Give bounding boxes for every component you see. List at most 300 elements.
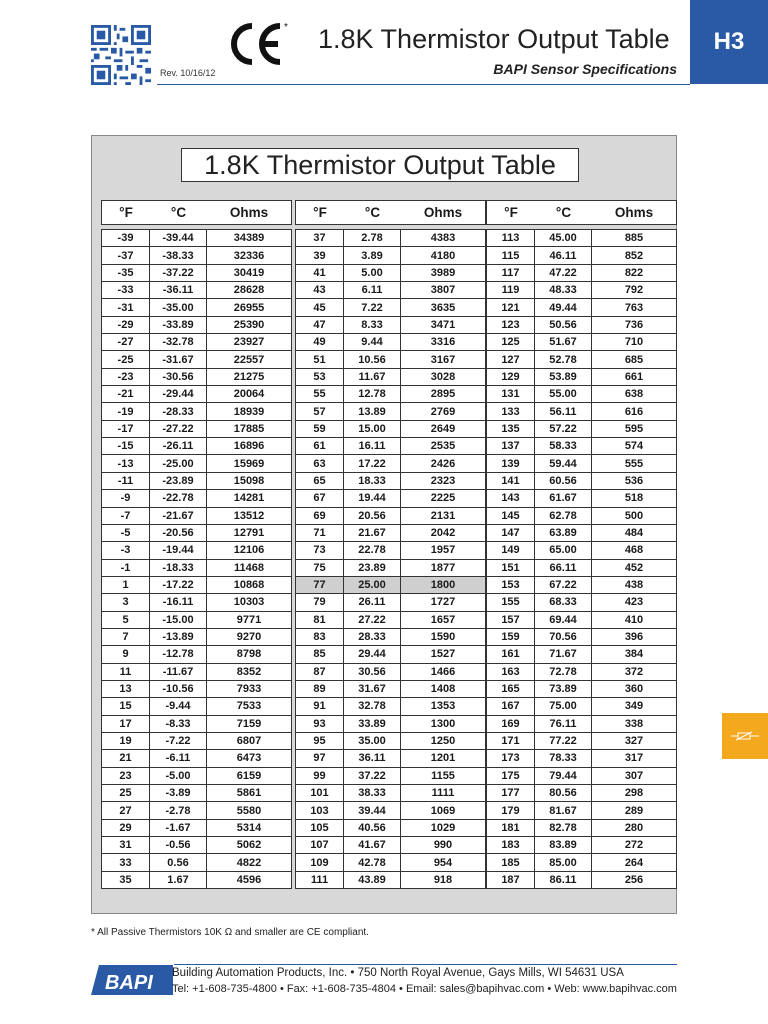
ohms-cell: 3989	[430, 266, 456, 279]
fahrenheit-cell: -5	[102, 525, 150, 541]
ohms-cell: 3028	[430, 370, 456, 383]
fahrenheit-cell: 5	[102, 612, 150, 628]
fahrenheit-cell: 3	[102, 594, 150, 610]
fahrenheit-cell: -1	[102, 560, 150, 576]
fahrenheit-cell: 55	[296, 386, 344, 402]
celsius-cell: 56.11	[535, 403, 592, 419]
ohms-cell: 5580	[236, 804, 262, 817]
fahrenheit-cell: 127	[487, 351, 535, 367]
ohms-cell: 17885	[233, 422, 265, 435]
celsius-cell: 57.22	[535, 421, 592, 437]
ohms-cell: 5314	[236, 821, 262, 834]
fahrenheit-cell: 159	[487, 629, 535, 645]
table-row	[487, 577, 676, 594]
fahrenheit-cell: 157	[487, 612, 535, 628]
ohms-cell: 23927	[233, 336, 265, 349]
ohms-cell: 15969	[233, 457, 265, 470]
fahrenheit-cell: 73	[296, 542, 344, 558]
table-header	[101, 200, 292, 225]
fahrenheit-cell: 27	[102, 802, 150, 818]
table-row	[296, 698, 485, 715]
celsius-cell: 71.67	[535, 646, 592, 662]
table-row	[296, 230, 485, 247]
fahrenheit-cell: 75	[296, 560, 344, 576]
fahrenheit-cell: -11	[102, 473, 150, 489]
celsius-cell: 29.44	[344, 646, 401, 662]
table-row	[296, 750, 485, 767]
ohms-cell: 885	[624, 232, 644, 245]
celsius-cell: 72.78	[535, 664, 592, 680]
table-row	[487, 646, 676, 663]
celsius-cell: -12.78	[150, 646, 207, 662]
ohms-cell: 3316	[430, 336, 456, 349]
ohms-cell: 1727	[430, 596, 456, 609]
table-row	[487, 698, 676, 715]
table-row	[487, 750, 676, 767]
fahrenheit-cell: 149	[487, 542, 535, 558]
side-index-tab[interactable]	[722, 713, 768, 759]
ohms-cell: 1877	[430, 561, 456, 574]
celsius-cell: 31.67	[344, 681, 401, 697]
fahrenheit-cell: -37	[102, 247, 150, 263]
fahrenheit-cell: 161	[487, 646, 535, 662]
table-row	[102, 664, 291, 681]
celsius-cell: -0.56	[150, 837, 207, 853]
fahrenheit-cell: 91	[296, 698, 344, 714]
ohms-cell: 34389	[233, 232, 265, 245]
fahrenheit-cell: -29	[102, 317, 150, 333]
fahrenheit-cell: 85	[296, 646, 344, 662]
ohms-cell: 349	[624, 700, 644, 713]
celsius-cell: -35.00	[150, 299, 207, 315]
footnote: * All Passive Thermistors 10K Ω and smaller are CE compliant.	[91, 927, 369, 938]
fahrenheit-cell: 61	[296, 438, 344, 454]
table-row	[102, 438, 291, 455]
table-row	[102, 369, 291, 386]
ohms-cell: 280	[624, 821, 644, 834]
ohms-cell: 26955	[233, 301, 265, 314]
ohms-cell: 22557	[233, 353, 265, 366]
fahrenheit-cell: 29	[102, 820, 150, 836]
celsius-cell: -33.89	[150, 317, 207, 333]
celsius-cell: 38.33	[344, 785, 401, 801]
table-row	[102, 386, 291, 403]
celsius-cell: 5.00	[344, 265, 401, 281]
fahrenheit-cell: 111	[296, 872, 344, 888]
table-row	[102, 334, 291, 351]
celsius-cell: 3.89	[344, 247, 401, 263]
celsius-cell: 6.11	[344, 282, 401, 298]
ohms-cell: 30419	[233, 266, 265, 279]
ohms-cell: 484	[624, 527, 644, 540]
fahrenheit-cell: 41	[296, 265, 344, 281]
table-row	[487, 768, 676, 785]
celsius-cell: -9.44	[150, 698, 207, 714]
ohms-cell: 1250	[430, 735, 456, 748]
ohms-cell: 13512	[233, 509, 265, 522]
column-header: °C	[555, 205, 572, 220]
fahrenheit-cell: 107	[296, 837, 344, 853]
ohms-cell: 15098	[233, 474, 265, 487]
ohms-cell: 2323	[430, 474, 456, 487]
celsius-cell: -39.44	[150, 230, 207, 246]
ohms-cell: 307	[624, 769, 644, 782]
table-row	[487, 872, 676, 889]
fahrenheit-cell: 167	[487, 698, 535, 714]
celsius-cell: 21.67	[344, 525, 401, 541]
fahrenheit-cell: 175	[487, 768, 535, 784]
ohms-cell: 2042	[430, 527, 456, 540]
celsius-cell: -15.00	[150, 612, 207, 628]
table-body	[295, 229, 486, 889]
celsius-cell: 35.00	[344, 733, 401, 749]
fahrenheit-cell: 95	[296, 733, 344, 749]
table-row	[296, 854, 485, 871]
table-row	[102, 560, 291, 577]
celsius-cell: 52.78	[535, 351, 592, 367]
fahrenheit-cell: -19	[102, 403, 150, 419]
fahrenheit-cell: 105	[296, 820, 344, 836]
fahrenheit-cell: 51	[296, 351, 344, 367]
fahrenheit-cell: 35	[102, 872, 150, 888]
celsius-cell: 86.11	[535, 872, 592, 888]
fahrenheit-cell: 89	[296, 681, 344, 697]
fahrenheit-cell: 79	[296, 594, 344, 610]
celsius-cell: 0.56	[150, 854, 207, 870]
ohms-cell: 918	[433, 873, 453, 886]
celsius-cell: 41.67	[344, 837, 401, 853]
celsius-cell: 40.56	[344, 820, 401, 836]
table-row	[487, 230, 676, 247]
table-row	[102, 351, 291, 368]
fahrenheit-cell: -15	[102, 438, 150, 454]
column-header: °C	[170, 205, 187, 220]
column-header: Ohms	[614, 205, 654, 220]
ohms-cell: 2649	[430, 422, 456, 435]
ohms-cell: 822	[624, 266, 644, 279]
table-row	[102, 802, 291, 819]
ohms-cell: 289	[624, 804, 644, 817]
table-row	[102, 681, 291, 698]
table-row	[487, 629, 676, 646]
table-row	[487, 785, 676, 802]
fahrenheit-cell: -33	[102, 282, 150, 298]
table-row	[487, 560, 676, 577]
table-row	[102, 317, 291, 334]
ohms-cell: 12791	[233, 527, 265, 540]
fahrenheit-cell: 117	[487, 265, 535, 281]
celsius-cell: -13.89	[150, 629, 207, 645]
table-row	[296, 716, 485, 733]
ohms-cell: 327	[624, 735, 644, 748]
svg-text:BAPI: BAPI	[105, 972, 153, 994]
revision-date: Rev. 10/16/12	[160, 68, 216, 78]
fahrenheit-cell: 33	[102, 854, 150, 870]
ohms-cell: 438	[624, 579, 644, 592]
table-row	[487, 837, 676, 854]
fahrenheit-cell: 135	[487, 421, 535, 437]
qr-code-icon	[91, 25, 151, 85]
celsius-cell: 48.33	[535, 282, 592, 298]
celsius-cell: 76.11	[535, 716, 592, 732]
ohms-cell: 1957	[430, 544, 456, 557]
fahrenheit-cell: -17	[102, 421, 150, 437]
table-row	[102, 230, 291, 247]
ohms-cell: 6807	[236, 735, 262, 748]
celsius-cell: 15.00	[344, 421, 401, 437]
table-row	[296, 334, 485, 351]
celsius-cell: 39.44	[344, 802, 401, 818]
fahrenheit-cell: 19	[102, 733, 150, 749]
celsius-cell: 17.22	[344, 455, 401, 471]
ohms-cell: 2426	[430, 457, 456, 470]
celsius-cell: 75.00	[535, 698, 592, 714]
table-row	[487, 247, 676, 264]
table-column-2	[295, 200, 486, 889]
fahrenheit-cell: 45	[296, 299, 344, 315]
celsius-cell: 67.22	[535, 577, 592, 593]
column-header: °F	[504, 205, 518, 220]
celsius-cell: -16.11	[150, 594, 207, 610]
fahrenheit-cell: 59	[296, 421, 344, 437]
table-row	[102, 299, 291, 316]
table-column-3	[486, 200, 677, 889]
fahrenheit-cell: 181	[487, 820, 535, 836]
ohms-cell: 7533	[236, 700, 262, 713]
ohms-cell: 1029	[430, 821, 456, 834]
celsius-cell: 2.78	[344, 230, 401, 246]
celsius-cell: 1.67	[150, 872, 207, 888]
celsius-cell: 82.78	[535, 820, 592, 836]
ohms-cell: 7159	[236, 717, 262, 730]
celsius-cell: 70.56	[535, 629, 592, 645]
fahrenheit-cell: -21	[102, 386, 150, 402]
column-header: °C	[364, 205, 381, 220]
ohms-cell: 1590	[430, 631, 456, 644]
section-tab[interactable]: H3	[690, 0, 768, 84]
fahrenheit-cell: 11	[102, 664, 150, 680]
fahrenheit-cell: 63	[296, 455, 344, 471]
celsius-cell: 47.22	[535, 265, 592, 281]
celsius-cell: 37.22	[344, 768, 401, 784]
table-row	[296, 768, 485, 785]
fahrenheit-cell: 183	[487, 837, 535, 853]
fahrenheit-cell: 1	[102, 577, 150, 593]
fahrenheit-cell: 17	[102, 716, 150, 732]
fahrenheit-cell: 129	[487, 369, 535, 385]
celsius-cell: -36.11	[150, 282, 207, 298]
celsius-cell: -23.89	[150, 473, 207, 489]
column-header: °F	[119, 205, 133, 220]
fahrenheit-cell: 187	[487, 872, 535, 888]
table-row	[487, 386, 676, 403]
celsius-cell: 69.44	[535, 612, 592, 628]
fahrenheit-cell: 163	[487, 664, 535, 680]
ohms-cell: 1111	[431, 787, 455, 800]
table-row	[102, 265, 291, 282]
celsius-cell: 8.33	[344, 317, 401, 333]
fahrenheit-cell: -31	[102, 299, 150, 315]
celsius-cell: -27.22	[150, 421, 207, 437]
table-row	[487, 854, 676, 871]
fahrenheit-cell: 93	[296, 716, 344, 732]
ohms-cell: 264	[624, 856, 644, 869]
table-row	[296, 317, 485, 334]
table-header	[486, 200, 677, 225]
fahrenheit-cell: 9	[102, 646, 150, 662]
fahrenheit-cell: -9	[102, 490, 150, 506]
fahrenheit-cell: 15	[102, 698, 150, 714]
ohms-cell: 3635	[430, 301, 456, 314]
ohms-cell: 14281	[233, 492, 265, 505]
celsius-cell: 60.56	[535, 473, 592, 489]
table-title: 1.8K Thermistor Output Table	[181, 148, 579, 182]
table-row	[296, 646, 485, 663]
table-row	[296, 820, 485, 837]
fahrenheit-cell: 65	[296, 473, 344, 489]
fahrenheit-cell: 49	[296, 334, 344, 350]
celsius-cell: 10.56	[344, 351, 401, 367]
fahrenheit-cell: 147	[487, 525, 535, 541]
fahrenheit-cell: 67	[296, 490, 344, 506]
fahrenheit-cell: 123	[487, 317, 535, 333]
celsius-cell: 81.67	[535, 802, 592, 818]
fahrenheit-cell: -35	[102, 265, 150, 281]
ohms-cell: 1466	[430, 665, 456, 678]
celsius-cell: 26.11	[344, 594, 401, 610]
ohms-cell: 595	[624, 422, 644, 435]
ohms-cell: 16896	[233, 440, 265, 453]
celsius-cell: 78.33	[535, 750, 592, 766]
celsius-cell: 73.89	[535, 681, 592, 697]
ohms-cell: 372	[624, 665, 644, 678]
fahrenheit-cell: 25	[102, 785, 150, 801]
ohms-cell: 272	[624, 839, 644, 852]
fahrenheit-cell: 57	[296, 403, 344, 419]
celsius-cell: -26.11	[150, 438, 207, 454]
table-row	[487, 542, 676, 559]
celsius-cell: 20.56	[344, 508, 401, 524]
celsius-cell: 28.33	[344, 629, 401, 645]
table-row	[102, 837, 291, 854]
fahrenheit-cell: 83	[296, 629, 344, 645]
celsius-cell: -2.78	[150, 802, 207, 818]
table-row	[487, 802, 676, 819]
ohms-cell: 4596	[236, 873, 262, 886]
fahrenheit-cell: -13	[102, 455, 150, 471]
table-row	[102, 525, 291, 542]
fahrenheit-cell: 23	[102, 768, 150, 784]
celsius-cell: 36.11	[344, 750, 401, 766]
table-row	[296, 629, 485, 646]
table-row	[296, 386, 485, 403]
celsius-cell: -31.67	[150, 351, 207, 367]
ohms-cell: 4383	[430, 232, 456, 245]
celsius-cell: -25.00	[150, 455, 207, 471]
celsius-cell: 27.22	[344, 612, 401, 628]
celsius-cell: 66.11	[535, 560, 592, 576]
celsius-cell: -37.22	[150, 265, 207, 281]
table-row	[487, 820, 676, 837]
fahrenheit-cell: 155	[487, 594, 535, 610]
table-row	[102, 733, 291, 750]
table-row	[487, 473, 676, 490]
ohms-cell: 6473	[236, 752, 262, 765]
celsius-cell: 11.67	[344, 369, 401, 385]
ohms-cell: 518	[624, 492, 644, 505]
ohms-cell: 736	[624, 318, 644, 331]
fahrenheit-cell: 145	[487, 508, 535, 524]
celsius-cell: -11.67	[150, 664, 207, 680]
fahrenheit-cell: -3	[102, 542, 150, 558]
table-row	[102, 282, 291, 299]
celsius-cell: 23.89	[344, 560, 401, 576]
ohms-cell: 2769	[430, 405, 456, 418]
celsius-cell: 45.00	[535, 230, 592, 246]
celsius-cell: 51.67	[535, 334, 592, 350]
celsius-cell: -6.11	[150, 750, 207, 766]
fahrenheit-cell: 53	[296, 369, 344, 385]
table-row	[296, 525, 485, 542]
table-row	[487, 334, 676, 351]
celsius-cell: -18.33	[150, 560, 207, 576]
table-row	[487, 403, 676, 420]
celsius-cell: 19.44	[344, 490, 401, 506]
ohms-cell: 4180	[430, 249, 456, 262]
ohms-cell: 555	[624, 457, 644, 470]
celsius-cell: -28.33	[150, 403, 207, 419]
table-row	[296, 802, 485, 819]
fahrenheit-cell: 69	[296, 508, 344, 524]
table-row	[102, 629, 291, 646]
table-row	[296, 473, 485, 490]
celsius-cell: 13.89	[344, 403, 401, 419]
table-row	[296, 872, 485, 889]
table-row	[296, 542, 485, 559]
celsius-cell: 12.78	[344, 386, 401, 402]
ohms-cell: 616	[624, 405, 644, 418]
fahrenheit-cell: 173	[487, 750, 535, 766]
company-address: Building Automation Products, Inc. • 750 North Royal Avenue, Gays Mills, WI 54631 USA	[172, 967, 624, 979]
celsius-cell: -3.89	[150, 785, 207, 801]
table-row	[102, 455, 291, 472]
table-row	[102, 612, 291, 629]
celsius-cell: -38.33	[150, 247, 207, 263]
fahrenheit-cell: 7	[102, 629, 150, 645]
fahrenheit-cell: 71	[296, 525, 344, 541]
fahrenheit-cell: 115	[487, 247, 535, 263]
celsius-cell: 61.67	[535, 490, 592, 506]
celsius-cell: 18.33	[344, 473, 401, 489]
celsius-cell: 85.00	[535, 854, 592, 870]
table-row	[296, 421, 485, 438]
fahrenheit-cell: 133	[487, 403, 535, 419]
fahrenheit-cell: -23	[102, 369, 150, 385]
table-row	[487, 490, 676, 507]
column-header: °F	[313, 205, 327, 220]
ohms-cell: 298	[624, 787, 644, 800]
ohms-cell: 2225	[430, 492, 456, 505]
fahrenheit-cell: 101	[296, 785, 344, 801]
celsius-cell: -19.44	[150, 542, 207, 558]
fahrenheit-cell: 141	[487, 473, 535, 489]
ohms-cell: 500	[624, 509, 644, 522]
celsius-cell: 83.89	[535, 837, 592, 853]
table-row	[296, 403, 485, 420]
fahrenheit-cell: 47	[296, 317, 344, 333]
table-body	[486, 229, 677, 889]
ohms-cell: 3807	[430, 284, 456, 297]
